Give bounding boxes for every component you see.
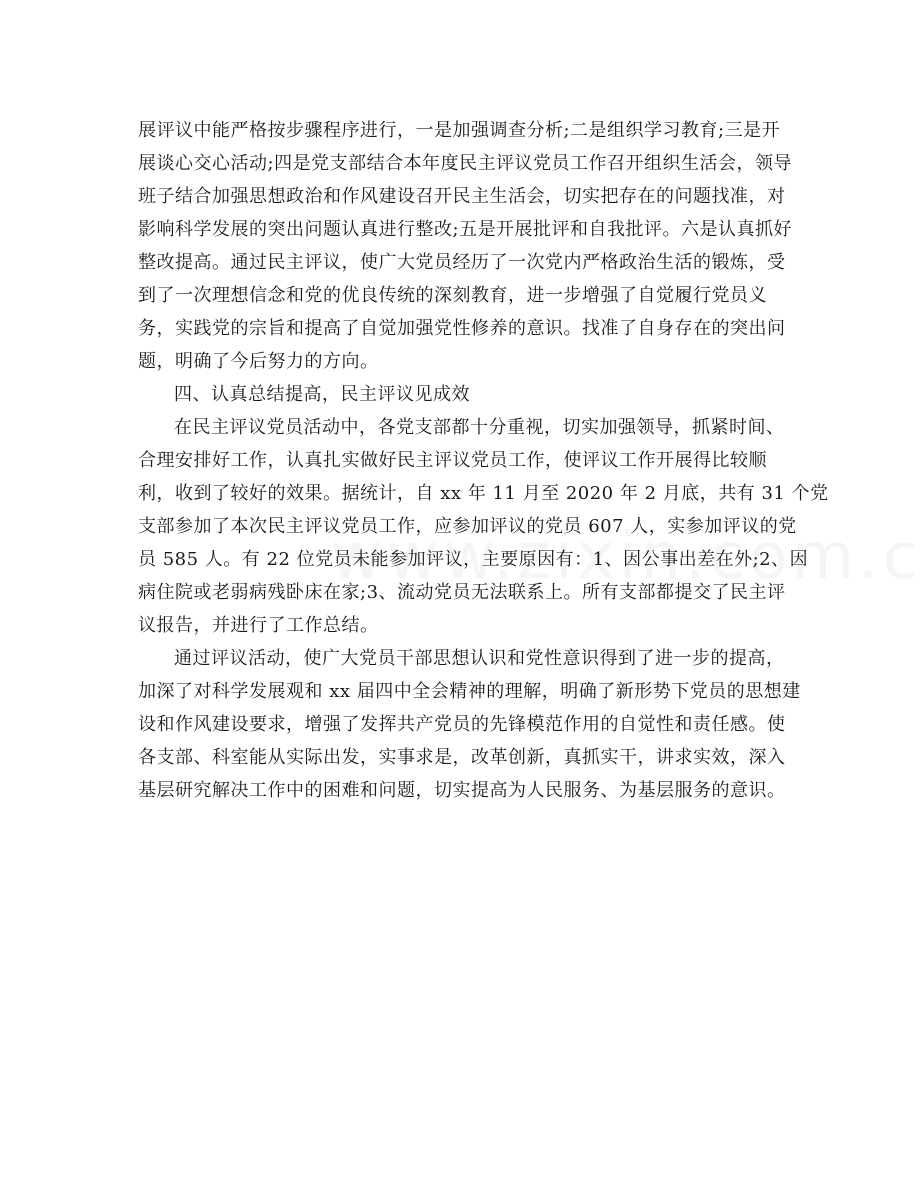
text-line: 设和作风建设要求，增强了发挥共产党员的先锋模范作用的自觉性和责任感。使 [138, 714, 786, 735]
text-line: 通过评议活动，使广大党员干部思想认识和党性意识得到了进一步的提高， [174, 648, 785, 669]
section-heading [138, 378, 788, 411]
text-line: 影响科学发展的突出问题认真进行整改;五是开展批评和自我批评。六是认真抓好 [138, 219, 793, 240]
paragraph [138, 444, 829, 642]
text-line: 各支部、科室能从实际出发，实事求是，改革创新，真抓实干，讲求实效，深入 [138, 747, 786, 768]
paragraph [138, 642, 788, 675]
text-line: 展谈心交心活动;四是党支部结合本年度民主评议党员工作召开组织生活会，领导 [138, 153, 793, 174]
text-line: 员 585 人。有 22 位党员未能参加评议，主要原因有：1、因公事出差在外;2、因 [138, 549, 809, 570]
text-line: 题，明确了今后努力的方向。 [138, 351, 379, 372]
text-line: 病住院或老弱病残卧床在家;3、流动党员无法联系上。所有支部都提交了民主评 [138, 582, 786, 603]
text-line: 务，实践党的宗旨和提高了自觉加强党性修养的意识。找准了自身存在的突出问 [138, 318, 786, 339]
text-line: 加深了对科学发展观和 xx 届四中全会精神的理解，明确了新形势下党员的思想建 [138, 681, 801, 702]
paragraph [138, 114, 793, 378]
text-line: 支部参加了本次民主评议党员工作，应参加评议的党员 607 人，实参加评议的党 [138, 516, 797, 537]
text-line: 班子结合加强思想政治和作风建设召开民主生活会，切实把存在的问题找准，对 [138, 186, 786, 207]
text-line: 合理安排好工作，认真扎实做好民主评议党员工作，使评议工作开展得比较顺 [138, 450, 767, 471]
heading-line: 四、认真总结提高，民主评议见成效 [174, 384, 470, 405]
paragraph [138, 411, 788, 444]
text-line: 展评议中能严格按步骤程序进行，一是加强调查分析;二是组织学习教育;三是开 [138, 120, 781, 141]
text-line: 议报告，并进行了工作总结。 [138, 615, 379, 636]
document-body [138, 114, 829, 807]
text-line: 到了一次理想信念和党的优良传统的深刻教育，进一步增强了自觉履行党员义 [138, 285, 767, 306]
paragraph [138, 675, 801, 807]
text-line: 基层研究解决工作中的困难和问题，切实提高为人民服务、为基层服务的意识。 [138, 780, 786, 801]
text-line: 整改提高。通过民主评议，使广大党员经历了一次党内严格政治生活的锻炼，受 [138, 252, 786, 273]
text-line: 在民主评议党员活动中，各党支部都十分重视，切实加强领导，抓紧时间、 [174, 417, 785, 438]
text-line: 利，收到了较好的效果。据统计，自 xx 年 11 月至 2020 年 2 月底，共有 31 个党 [138, 483, 829, 504]
